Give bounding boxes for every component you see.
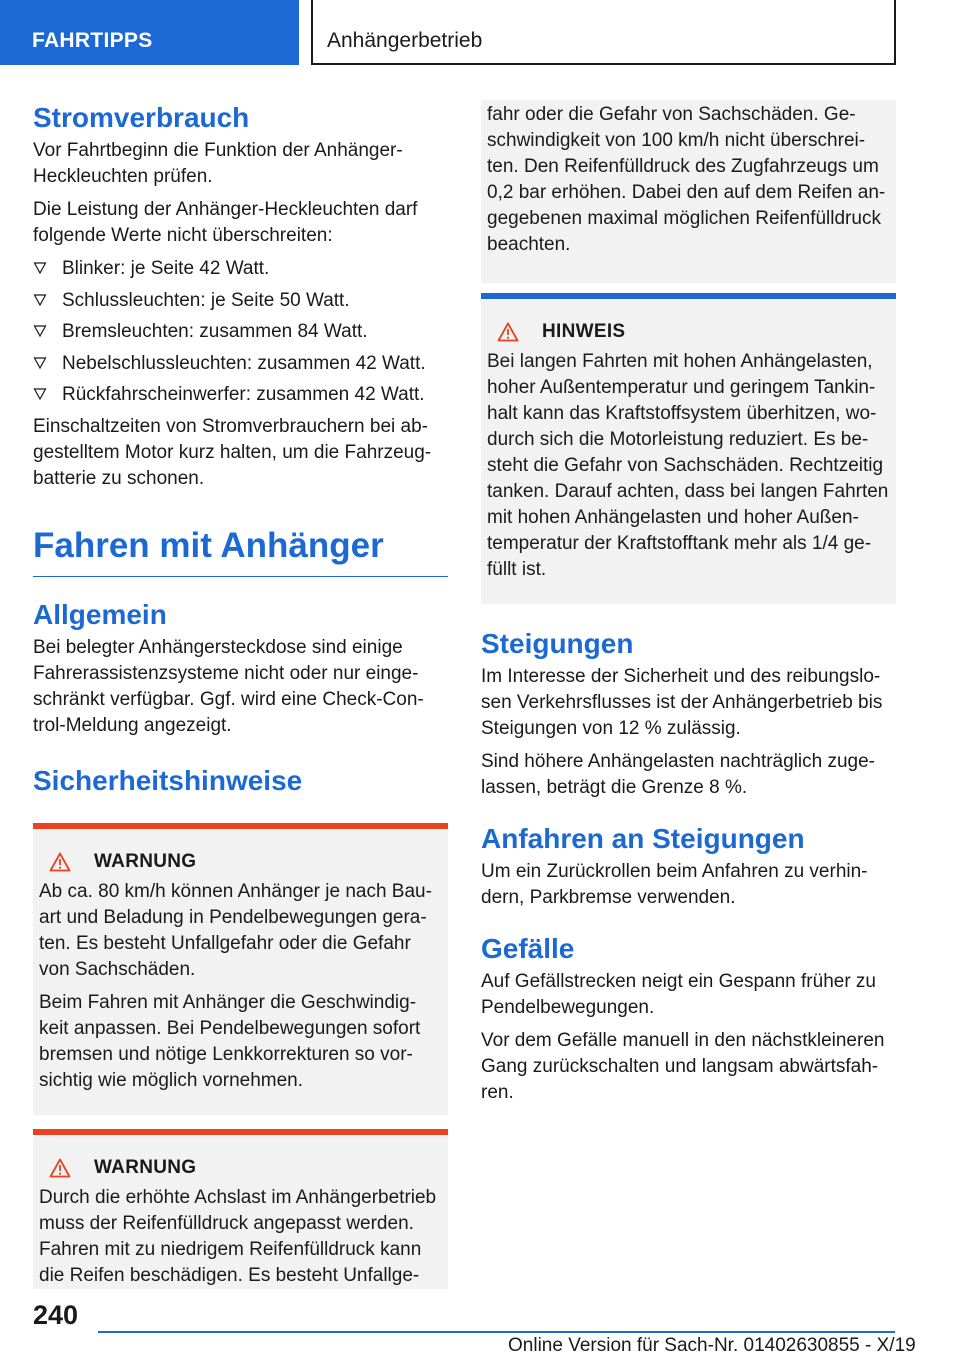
header-topic-box bbox=[311, 0, 896, 65]
triangle-bullet-icon bbox=[33, 356, 47, 370]
warning-box-header bbox=[39, 851, 442, 873]
paragraph: Auf Gefällstrecken neigt ein Gespann früher zu Pendelbewegungen. bbox=[481, 971, 877, 1018]
paragraph: Im Interesse der Sicherheit und des reibungslo-sen Verkehrsflusses ist der Anhängerbetrieb bis Steigungen von 12 % zulässig. bbox=[481, 666, 883, 739]
paragraph: Durch die erhöhte Achslast im Anhängerbetrieb muss der Reifenfülldruck angepasst werden. Fahren mit zu niedrigem Reifenfülldruck kann die Reifen beschädigen. Es besteht Unfallge- bbox=[39, 1186, 437, 1286]
paragraph: fahr oder die Gefahr von Sachschäden. Ge-schwindigkeit von 100 km/h nicht überschrei-ten. Den Reifenfülldruck des Zugfahrzeugs um 0,2 bar erhöhen. Dabei den auf dem Reifen an-gegebenen maximal möglichen Reifenfülldruck beachten. bbox=[487, 104, 886, 255]
list-item-text: Bremsleuchten: zusammen 84 Watt. bbox=[62, 321, 368, 342]
header-section-title: FAHRTIPPS bbox=[32, 29, 153, 52]
header-topic-title: Anhängerbetrieb bbox=[327, 29, 483, 52]
paragraph: Bei langen Fahrten mit hohen Anhängelasten, hoher Außentemperatur und geringem Tankin-halt kann das Kraftstoffsystem überhitzen, wo-durch sich die Motorleistung reduziert. Es be-steht die Gefahr von Sachschäden. Rechtzeitig tanken. Darauf achten, dass bei langen Fahrten mit hohen Anhängelasten und hoher Außen-temperatur der Kraftstofftank mehr als 1/4 ge-füllt ist. bbox=[487, 351, 889, 580]
triangle-bullet-icon bbox=[33, 261, 47, 275]
warning-triangle-icon bbox=[497, 322, 519, 342]
paragraph: Einschaltzeiten von Stromverbrauchern bei ab-gestelltem Motor kurz halten, um die Fahrzeug-batterie zu schonen. bbox=[33, 415, 432, 489]
paragraph: Bei belegter Anhängersteckdose sind einige Fahrerassistenzsysteme nicht oder nur einge-schränkt verfügbar. Ggf. wird eine Check-Con-trol-Meldung angezeigt. bbox=[33, 636, 424, 736]
list-item-text: Schlussleuchten: je Seite 50 Watt. bbox=[62, 289, 350, 311]
left-column bbox=[33, 100, 448, 1289]
footer-divider bbox=[98, 1331, 895, 1333]
list-item bbox=[33, 382, 448, 408]
paragraph: Vor Fahrtbeginn die Funktion der Anhänger-Heckleuchten prüfen. bbox=[33, 140, 403, 187]
paragraph: Um ein Zurückrollen beim Anfahren zu verhin-dern, Parkbremse verwenden. bbox=[481, 861, 868, 908]
note-box-header bbox=[487, 321, 890, 343]
section-title-steigungen: Steigungen bbox=[481, 628, 634, 659]
paragraph: Sind höhere Anhängelasten nachträglich zuge-lassen, beträgt die Grenze 8 %. bbox=[481, 751, 876, 798]
list-item bbox=[33, 319, 448, 345]
section-title-anfahren: Anfahren an Steigungen bbox=[481, 823, 805, 854]
triangle-bullet-icon bbox=[33, 324, 47, 338]
paragraph: Vor dem Gefälle manuell in den nächstkleineren Gang zurückschalten und langsam abwärtsfah-ren. bbox=[481, 1030, 885, 1103]
online-version-note: Online Version für Sach-Nr. 01402630855 - X/19 bbox=[508, 1335, 916, 1356]
list-item bbox=[33, 256, 448, 282]
paragraph: Die Leistung der Anhänger-Heckleuchten darf folgende Werte nicht überschreiten: bbox=[33, 199, 418, 246]
section-title-allgemein: Allgemein bbox=[33, 598, 167, 630]
section-title-stromverbrauch: Stromverbrauch bbox=[33, 102, 250, 133]
header-section-tab bbox=[0, 0, 299, 65]
list-item-text: Nebelschlussleuchten: zusammen 42 Watt. bbox=[62, 352, 426, 374]
warning-triangle-icon bbox=[49, 852, 71, 872]
triangle-bullet-icon bbox=[33, 293, 47, 307]
warning-label: WARNUNG bbox=[94, 1156, 197, 1178]
warning-box bbox=[33, 823, 448, 1115]
list-item bbox=[33, 288, 448, 314]
bullet-list bbox=[33, 256, 448, 408]
page-number: 240 bbox=[33, 1300, 79, 1330]
list-item-text: Rückfahrscheinwerfer: zusammen 42 Watt. bbox=[62, 384, 425, 405]
note-box bbox=[481, 293, 896, 604]
note-label: HINWEIS bbox=[542, 321, 626, 342]
section-title-sicherheitshinweise: Sicherheitshinweise bbox=[33, 764, 303, 796]
triangle-bullet-icon bbox=[33, 387, 47, 401]
warning-triangle-icon bbox=[49, 1158, 71, 1178]
warning-box-header bbox=[39, 1157, 442, 1179]
paragraph: Beim Fahren mit Anhänger die Geschwindig-keit anpassen. Bei Pendelbewegungen sofort bremsen und nötige Lenkkorrekturen so vor-sichtig wie möglich vornehmen. bbox=[39, 991, 421, 1091]
list-item-text: Blinker: je Seite 42 Watt. bbox=[62, 258, 270, 279]
section-title-gefaelle: Gefälle bbox=[481, 933, 575, 964]
list-item bbox=[33, 351, 448, 377]
paragraph: Ab ca. 80 km/h können Anhänger je nach Bau-art und Beladung in Pendelbewegungen gera-ten. Es besteht Unfallgefahr oder die Gefahr von Sachschäden. bbox=[39, 880, 432, 980]
warning-box-continued bbox=[481, 100, 896, 283]
right-column bbox=[481, 100, 896, 1113]
warning-box bbox=[33, 1129, 448, 1289]
chapter-title: Fahren mit Anhänger bbox=[33, 522, 448, 577]
warning-label: WARNUNG bbox=[94, 850, 197, 872]
